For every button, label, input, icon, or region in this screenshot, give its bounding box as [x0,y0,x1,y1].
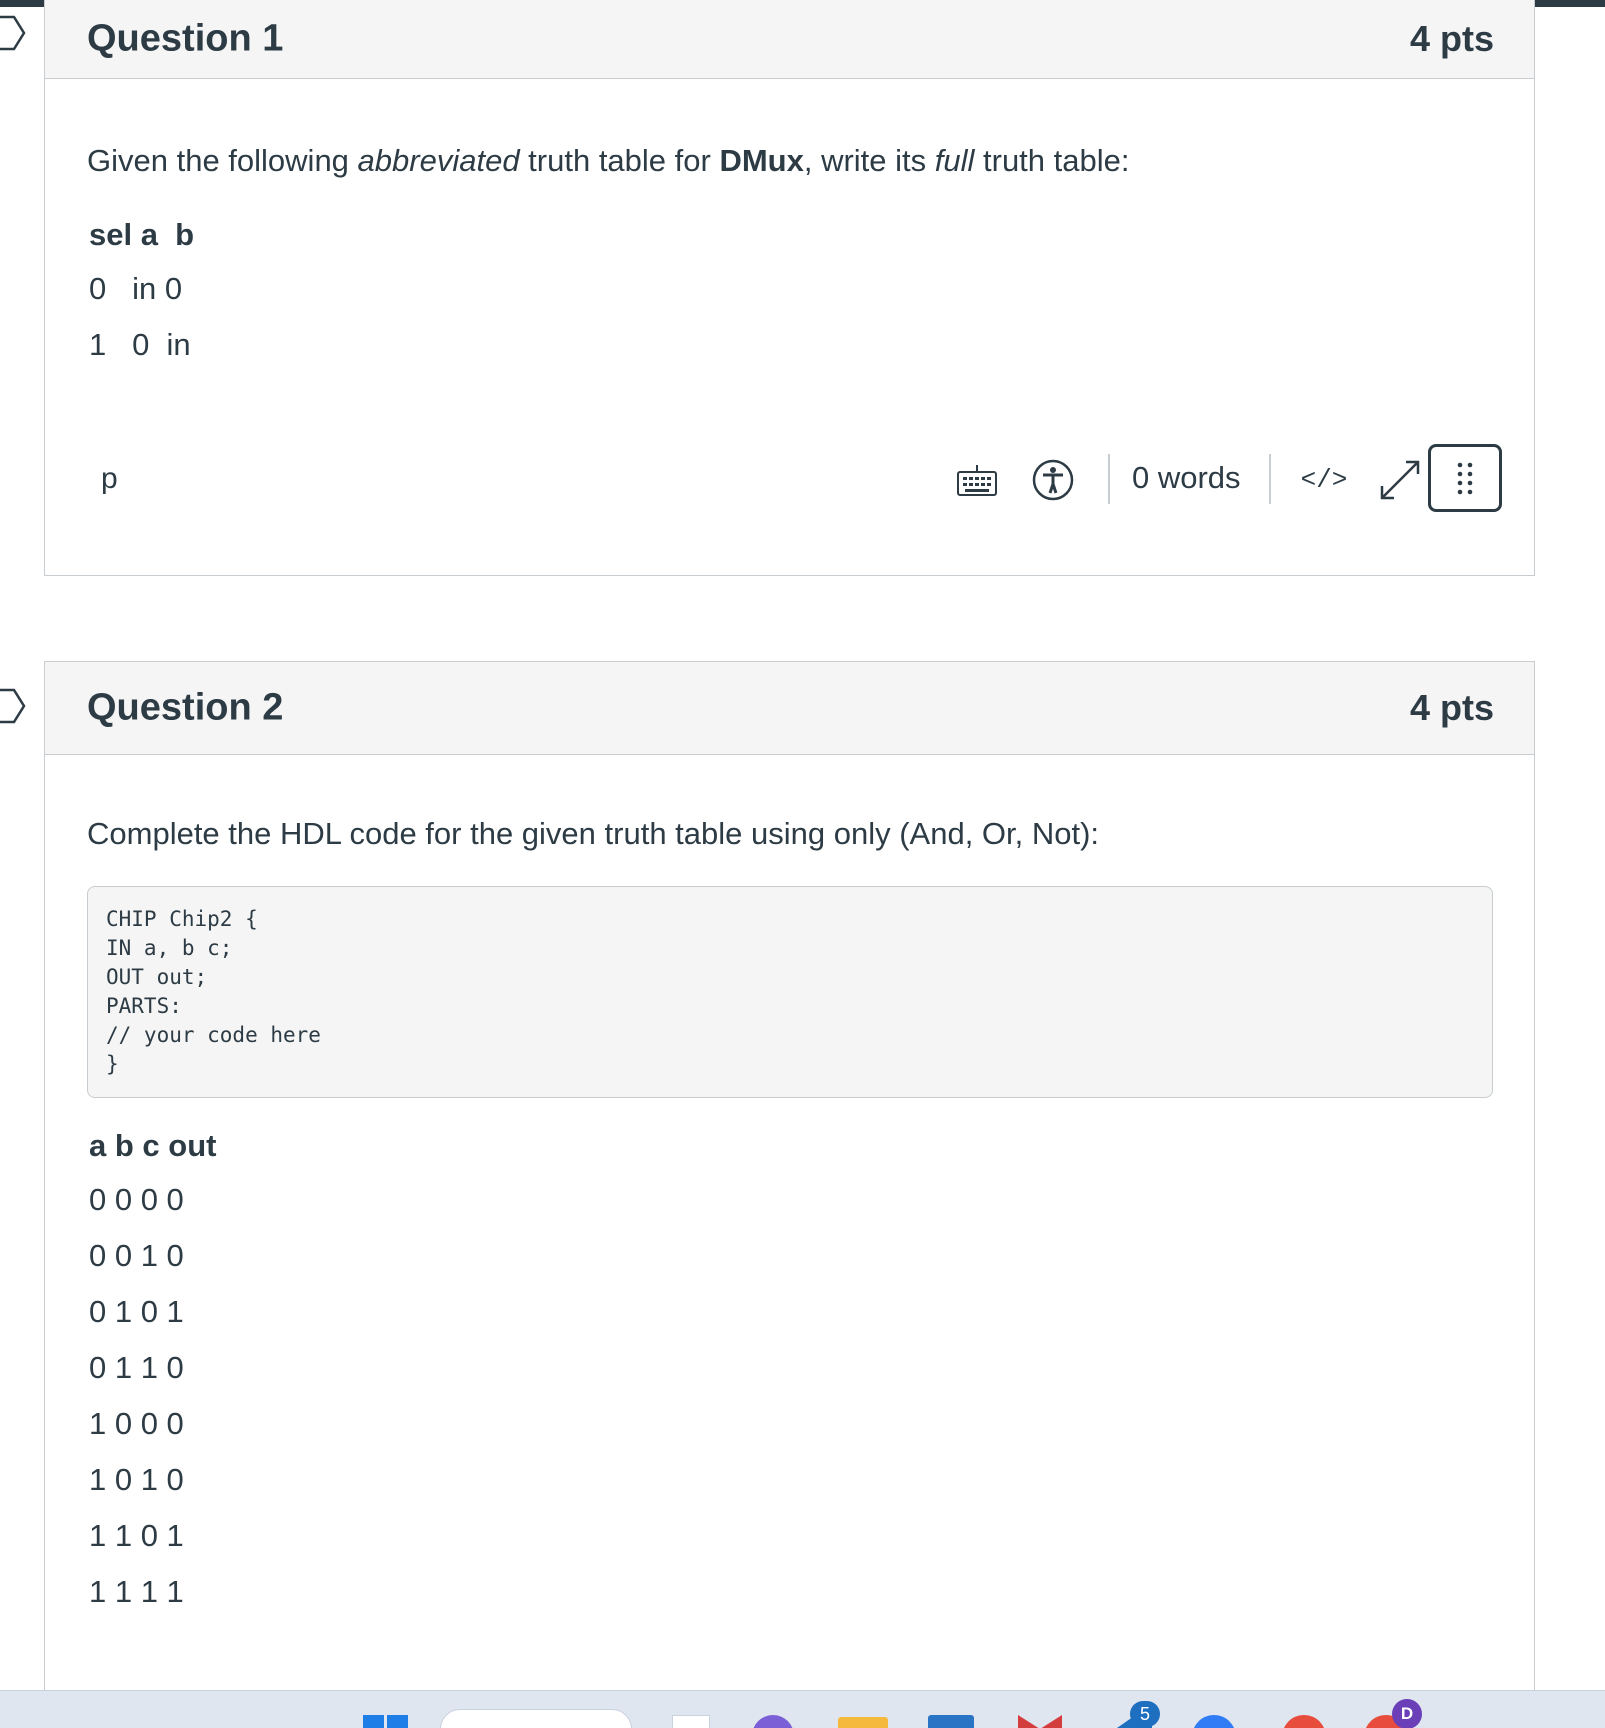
question-header [45,0,1534,79]
truth-table-row: 0 1 0 1 [89,1294,184,1329]
toolbar-divider [1108,454,1110,504]
code-line: OUT out; [106,965,208,989]
truth-table-row: 0 in 0 [89,271,183,306]
code-line: } [106,1052,119,1076]
code-line: CHIP Chip2 { [106,907,258,931]
toolbar-divider [1269,454,1271,504]
more-options-button[interactable] [1428,444,1502,512]
truth-table-row: 1 0 1 0 [89,1462,184,1497]
question-card-1 [44,0,1535,576]
code-line: IN a, b c; [106,936,233,960]
task-view-icon[interactable] [672,1715,710,1728]
rich-editor-statusbar [45,444,1534,516]
flag-question-icon[interactable] [0,14,26,52]
truth-table-row: 0 1 1 0 [89,1350,184,1385]
code-line: PARTS: [106,994,182,1018]
truth-table-row: 0 0 0 0 [89,1182,184,1217]
messenger-icon[interactable] [1192,1715,1236,1728]
question-points: 4 pts [1409,17,1494,59]
question-card-2 [44,661,1535,1728]
code-line: // your code here [106,1023,321,1047]
taskbar-search-box[interactable] [440,1709,632,1728]
word-count: 0 words [1132,460,1241,495]
more-options-icon [1455,461,1475,495]
element-path[interactable]: p [101,462,118,495]
flag-question-icon[interactable] [0,687,26,725]
question-header [45,662,1534,755]
truth-table-header: a b c out [89,1128,217,1163]
truth-table-row: 1 0 0 0 [89,1406,184,1441]
question-text: Given the following abbreviated truth table for DMux, write its full truth table: [87,143,1130,178]
question-points: 4 pts [1409,687,1494,728]
question-text: Complete the HDL code for the given truth table using only (And, Or, Not): [87,816,1100,851]
code-view-button[interactable]: </> [1300,465,1348,495]
code-block [87,886,1493,1098]
fullscreen-icon[interactable] [1378,458,1422,502]
mail-app-icon[interactable] [1018,1715,1062,1728]
truth-table-row: 1 1 0 1 [89,1518,184,1553]
start-menu-icon[interactable] [363,1715,409,1728]
truth-table-row: 1 0 in [89,327,191,362]
store-icon[interactable] [928,1715,974,1728]
browser-icon[interactable] [1282,1715,1326,1728]
truth-table-row: 0 0 1 0 [89,1238,184,1273]
chat-app-icon[interactable] [752,1715,794,1728]
file-explorer-icon[interactable] [838,1717,888,1728]
truth-table-header: sel a b [89,217,195,252]
os-taskbar [0,1690,1605,1728]
notification-badge: 5 [1130,1701,1160,1727]
accessibility-icon[interactable] [1031,458,1075,502]
truth-table-row: 1 1 1 1 [89,1574,184,1609]
question-title: Question 1 [87,17,284,59]
keyboard-icon[interactable] [955,458,999,502]
profile-badge: D [1392,1699,1422,1728]
question-title: Question 2 [87,686,284,729]
